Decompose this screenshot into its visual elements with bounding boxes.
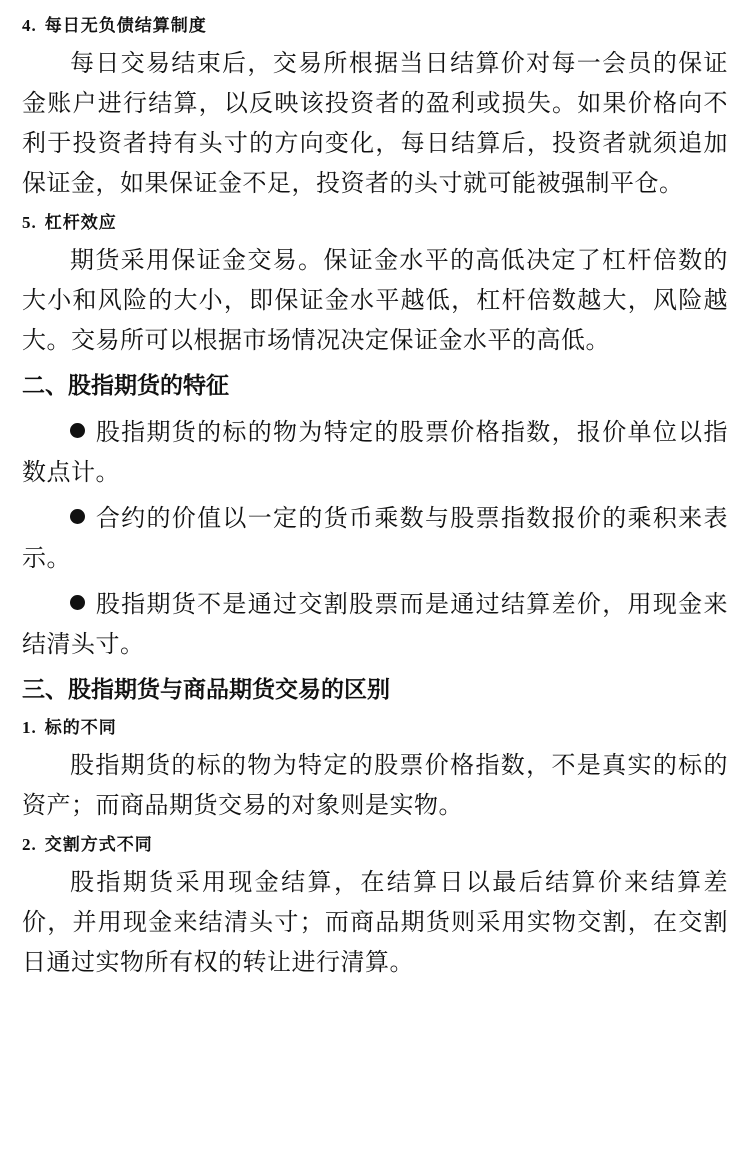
subheading-title: 交割方式不同 [44,835,153,855]
bullet-item-contract-value [22,498,728,578]
paragraph-daily-settlement: 每日交易结束后，交易所根据当日结算价对每一会员的保证金账户进行结算，以反映该投资者的盈利或损失。如果价格向不利于投资者持有头寸的方向变化，每日结算后，投资者就须追加保证金，如果保证金不足，投资者的头寸就可能被强制平仓。 [22,49,728,197]
bullet-item-cash-settlement [22,584,728,664]
bullet-text: 股指期货不是通过交割股票而是通过结算差价，用现金来结清头寸。 [22,590,728,658]
subheading-leverage [22,211,728,235]
bullet-text: 合约的价值以一定的货币乘数与股票指数报价的乘积来表示。 [22,504,728,572]
paragraph-delivery-difference: 股指期货采用现金结算，在结算日以最后结算价来结算差价，并用现金来结清头寸；而商品期货则采用实物交割，在交割日通过实物所有权的转让进行清算。 [22,868,728,976]
subheading-daily-settlement [22,14,728,38]
subheading-number: 5. [22,213,37,232]
subheading-number: 4. [22,16,37,35]
subheading-title: 标的不同 [44,718,117,738]
bullet-dot-icon [70,509,85,524]
subheading-number: 2. [22,835,37,854]
section-heading-features: 二、股指期货的特征 [22,373,229,399]
bullet-dot-icon [70,423,85,438]
subheading-title: 每日无负债结算制度 [44,16,207,36]
section-heading-differences: 三、股指期货与商品期货交易的区别 [22,677,390,703]
subheading-delivery-difference [22,833,728,857]
paragraph-leverage: 期货采用保证金交易。保证金水平的高低决定了杠杆倍数的大小和风险的大小，即保证金水平越低，杠杆倍数越大，风险越大。交易所可以根据市场情况决定保证金水平的高低。 [22,246,728,354]
subheading-underlying-difference [22,716,728,740]
subheading-title: 杠杆效应 [44,213,117,233]
paragraph-underlying-difference: 股指期货的标的物为特定的股票价格指数，不是真实的标的资产；而商品期货交易的对象则是实物。 [22,751,728,819]
bullet-dot-icon [70,595,85,610]
bullet-text: 股指期货的标的物为特定的股票价格指数，报价单位以指数点计。 [22,418,728,486]
subheading-number: 1. [22,718,37,737]
bullet-item-underlying [22,412,728,492]
